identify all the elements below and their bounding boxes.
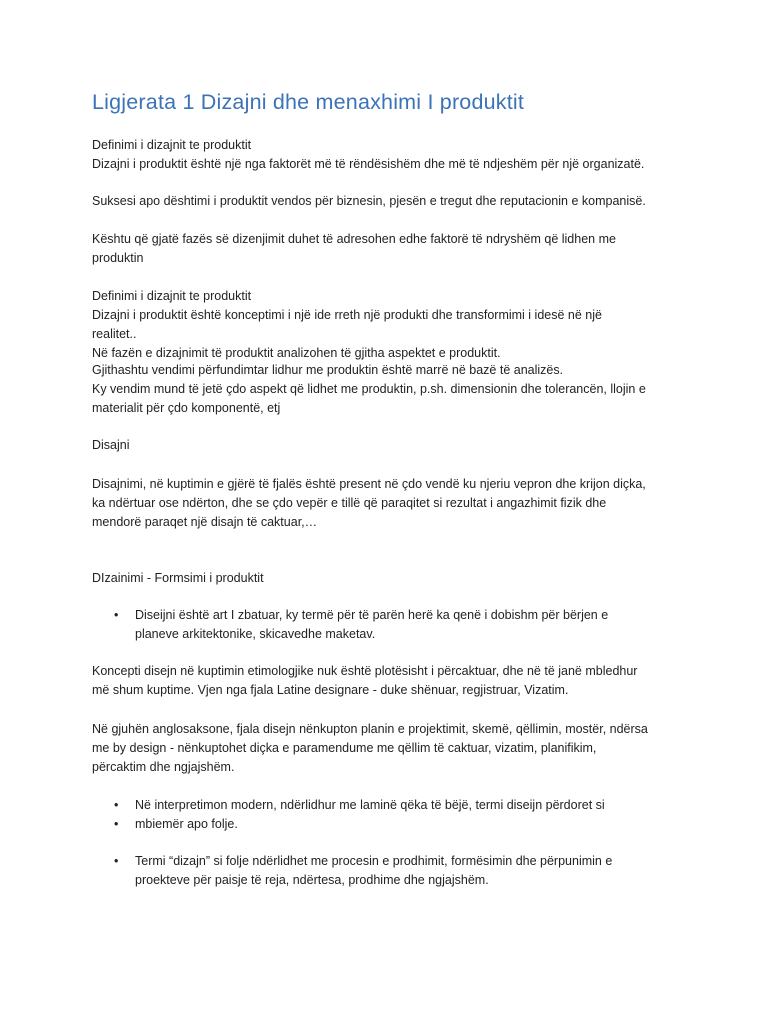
document-title: Ligjerata 1 Dizajni dhe menaxhimi I produktit — [92, 90, 525, 114]
section-heading: Definimi i dizajnit te produktit — [92, 138, 252, 152]
paragraph-line: më shum kuptime. Vjen nga fjala Latine designare - duke shënuar, regjistruar, Vizatim. — [92, 683, 569, 697]
bullet-marker: • — [114, 854, 119, 868]
section-heading: Disajni — [92, 438, 130, 452]
section-heading: DIzainimi - Formsimi i produktit — [92, 571, 264, 585]
bullet-marker: • — [114, 608, 119, 622]
bullet-text: Diseijni është art I zbatuar, ky termë për të parën herë ka qenë i dobishm për bërjen e — [135, 608, 609, 622]
paragraph-line: mendorë paraqet një disajn të caktuar,… — [92, 515, 318, 529]
paragraph-line: Në gjuhën anglosaksone, fjala disejn nënkupton planin e projektimit, skemë, qëllimin, mostër, ndërsa — [92, 722, 648, 736]
paragraph-line: realitet.. — [92, 327, 137, 341]
paragraph-line: Në fazën e dizajnimit të produktit analizohen të gjitha aspektet e produktit. — [92, 346, 501, 360]
paragraph-line: Koncepti disejn në kuptimin etimologjike nuk është plotësisht i përcaktuar, dhe në të janë mbledhur — [92, 664, 638, 678]
paragraph-line: Dizajni i produktit është një nga faktorët më të rëndësishëm dhe më të ndjeshëm për një organizatë. — [92, 157, 645, 171]
bullet-text: planeve arkitektonike, skicavedhe maketav. — [135, 627, 376, 641]
bullet-text: proekteve për paisje të reja, ndërtesa, prodhime dhe ngjajshëm. — [135, 873, 489, 887]
paragraph-line: Dizajni i produktit është konceptimi i një ide rreth një produkti dhe transformimi i idesë në një — [92, 308, 602, 322]
paragraph-line: ka ndërtuar ose ndërton, dhe se çdo vepër e tillë që paraqitet si rezultat i angazhimit fizik dhe — [92, 496, 607, 510]
paragraph-line: produktin — [92, 251, 144, 265]
paragraph-line: Ky vendim mund të jetë çdo aspekt që lidhet me produktin, p.sh. dimensionin dhe tolerancën, llojin e — [92, 382, 646, 396]
bullet-text: Termi “dizajn” si folje ndërlidhet me procesin e prodhimit, formësimin dhe përpunimin e — [135, 854, 613, 868]
bullet-text: mbiemër apo folje. — [135, 817, 238, 831]
section-heading: Definimi i dizajnit te produktit — [92, 289, 252, 303]
paragraph-line: materialit për çdo komponentë, etj — [92, 401, 281, 415]
paragraph-line: Disajnimi, në kuptimin e gjërë të fjalës është present në çdo vendë ku njeriu vepron dhe krijon diçka, — [92, 477, 646, 491]
paragraph-line: Suksesi apo dështimi i produktit vendos për biznesin, pjesën e tregut dhe reputacionin e kompanisë. — [92, 194, 646, 208]
paragraph-line: Gjithashtu vendimi përfundimtar lidhur me produktin është marrë në bazë të analizës. — [92, 363, 564, 377]
paragraph-line: përcaktim dhe ngjajshëm. — [92, 760, 235, 774]
bullet-marker: • — [114, 817, 119, 831]
paragraph-line: Kështu që gjatë fazës së dizenjimit duhet të adresohen edhe faktorë të ndryshëm që lidhen me — [92, 232, 616, 246]
bullet-marker: • — [114, 798, 119, 812]
bullet-text: Në interpretimon modern, ndërlidhur me laminë qëka të bëjë, termi diseijn përdoret si — [135, 798, 605, 812]
paragraph-line: me by design - nënkuptohet diçka e paramendume me qëllim të caktuar, vizatim, planifikim, — [92, 741, 597, 755]
